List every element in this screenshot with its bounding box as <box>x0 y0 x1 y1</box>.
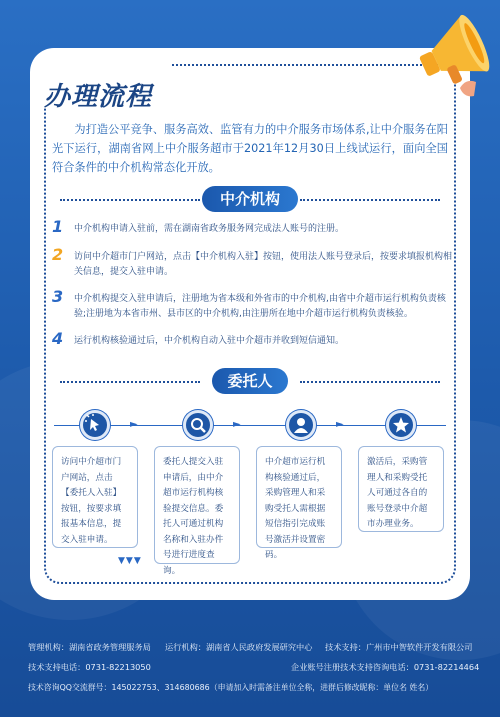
user-icon <box>286 410 316 440</box>
star-badge-icon <box>386 410 416 440</box>
arrow-right-icon: ► <box>233 419 241 430</box>
step-number: 2 <box>52 245 64 264</box>
footer-registration-phone: 企业账号注册技术支持咨询电话：0731-82214464 <box>291 662 480 672</box>
more-arrows: ▼▼▼ <box>118 556 142 566</box>
agency-step <box>52 287 452 322</box>
section-heading-agency: 中介机构 <box>202 186 298 212</box>
agency-step <box>52 217 452 237</box>
footer-tech-support: 技术支持：广州市中智软件开发有限公司 <box>325 642 473 652</box>
divider <box>60 199 200 201</box>
footer-manager: 管理机构：湖南省政务管理服务局 <box>28 642 151 652</box>
client-step-box: 访问中介超市门户网站，点击【委托人入驻】按钮，按要求填报基本信息，提交入驻申请。 <box>52 446 138 548</box>
footer-phone: 技术支持电话：0731-82213050 <box>28 662 151 672</box>
step-text: 运行机构核验通过后，中介机构自动入驻中介超市并收到短信通知。 <box>74 336 345 346</box>
arrow-right-icon: ► <box>336 419 344 430</box>
search-icon <box>183 410 213 440</box>
arrow-right-icon: ► <box>130 419 138 430</box>
agency-step <box>52 329 452 349</box>
client-step-box: 中介超市运行机构核验通过后，采购管理人和采购受托人需根据短信指引完成账号激活并设置密码。 <box>256 446 342 548</box>
client-step-box: 委托人提交入驻申请后，由中介超市运行机构核验提交信息。委托人可通过机构名称和入驻办件号进行进度查询。 <box>154 446 240 564</box>
step-number: 3 <box>52 287 64 306</box>
footer-qq-group: 技术咨询QQ交流群号：145022753、314680686（申请加入时需备注单位全称，进群后修改昵称：单位名 姓名） <box>28 683 434 692</box>
footer-operator: 运行机构：湖南省人民政府发展研究中心 <box>165 642 313 652</box>
step-text: 中介机构申请入驻前，需在湖南省政务服务网完成法人账号的注册。 <box>74 224 345 234</box>
cursor-click-icon <box>80 410 110 440</box>
step-text: 中介机构提交入驻申请后，注册地为省本级和外省市的中介机构,由省中介超市运行机构负责核验;注册地为本省市州、县市区的中介机构,由注册所在地中介超市运行机构负责核验。 <box>74 294 446 319</box>
agency-step <box>52 245 453 280</box>
client-step-box: 激活后，采购管理人和采购受托人可通过各自的账号登录中介超市办理业务。 <box>358 446 444 532</box>
megaphone-icon <box>398 2 498 102</box>
page-title: 办理流程 <box>44 82 153 112</box>
divider <box>300 381 440 383</box>
step-number: 4 <box>52 329 64 348</box>
divider <box>300 199 440 201</box>
divider <box>60 381 200 383</box>
step-number: 1 <box>52 217 64 236</box>
intro-paragraph: 为打造公平竞争、服务高效、监管有力的中介服务市场体系,让中介服务在阳光下运行，湖南省网上中介服务超市于2021年12月30日上线试运行，面向全国符合条件的中介机构常态化开放。 <box>52 123 448 174</box>
step-text: 访问中介超市门户网站，点击【中介机构入驻】按钮，使用法人账号登录后，按要求填报机构相关信息，提交入驻申请。 <box>74 252 453 277</box>
section-heading-client: 委托人 <box>212 368 288 394</box>
